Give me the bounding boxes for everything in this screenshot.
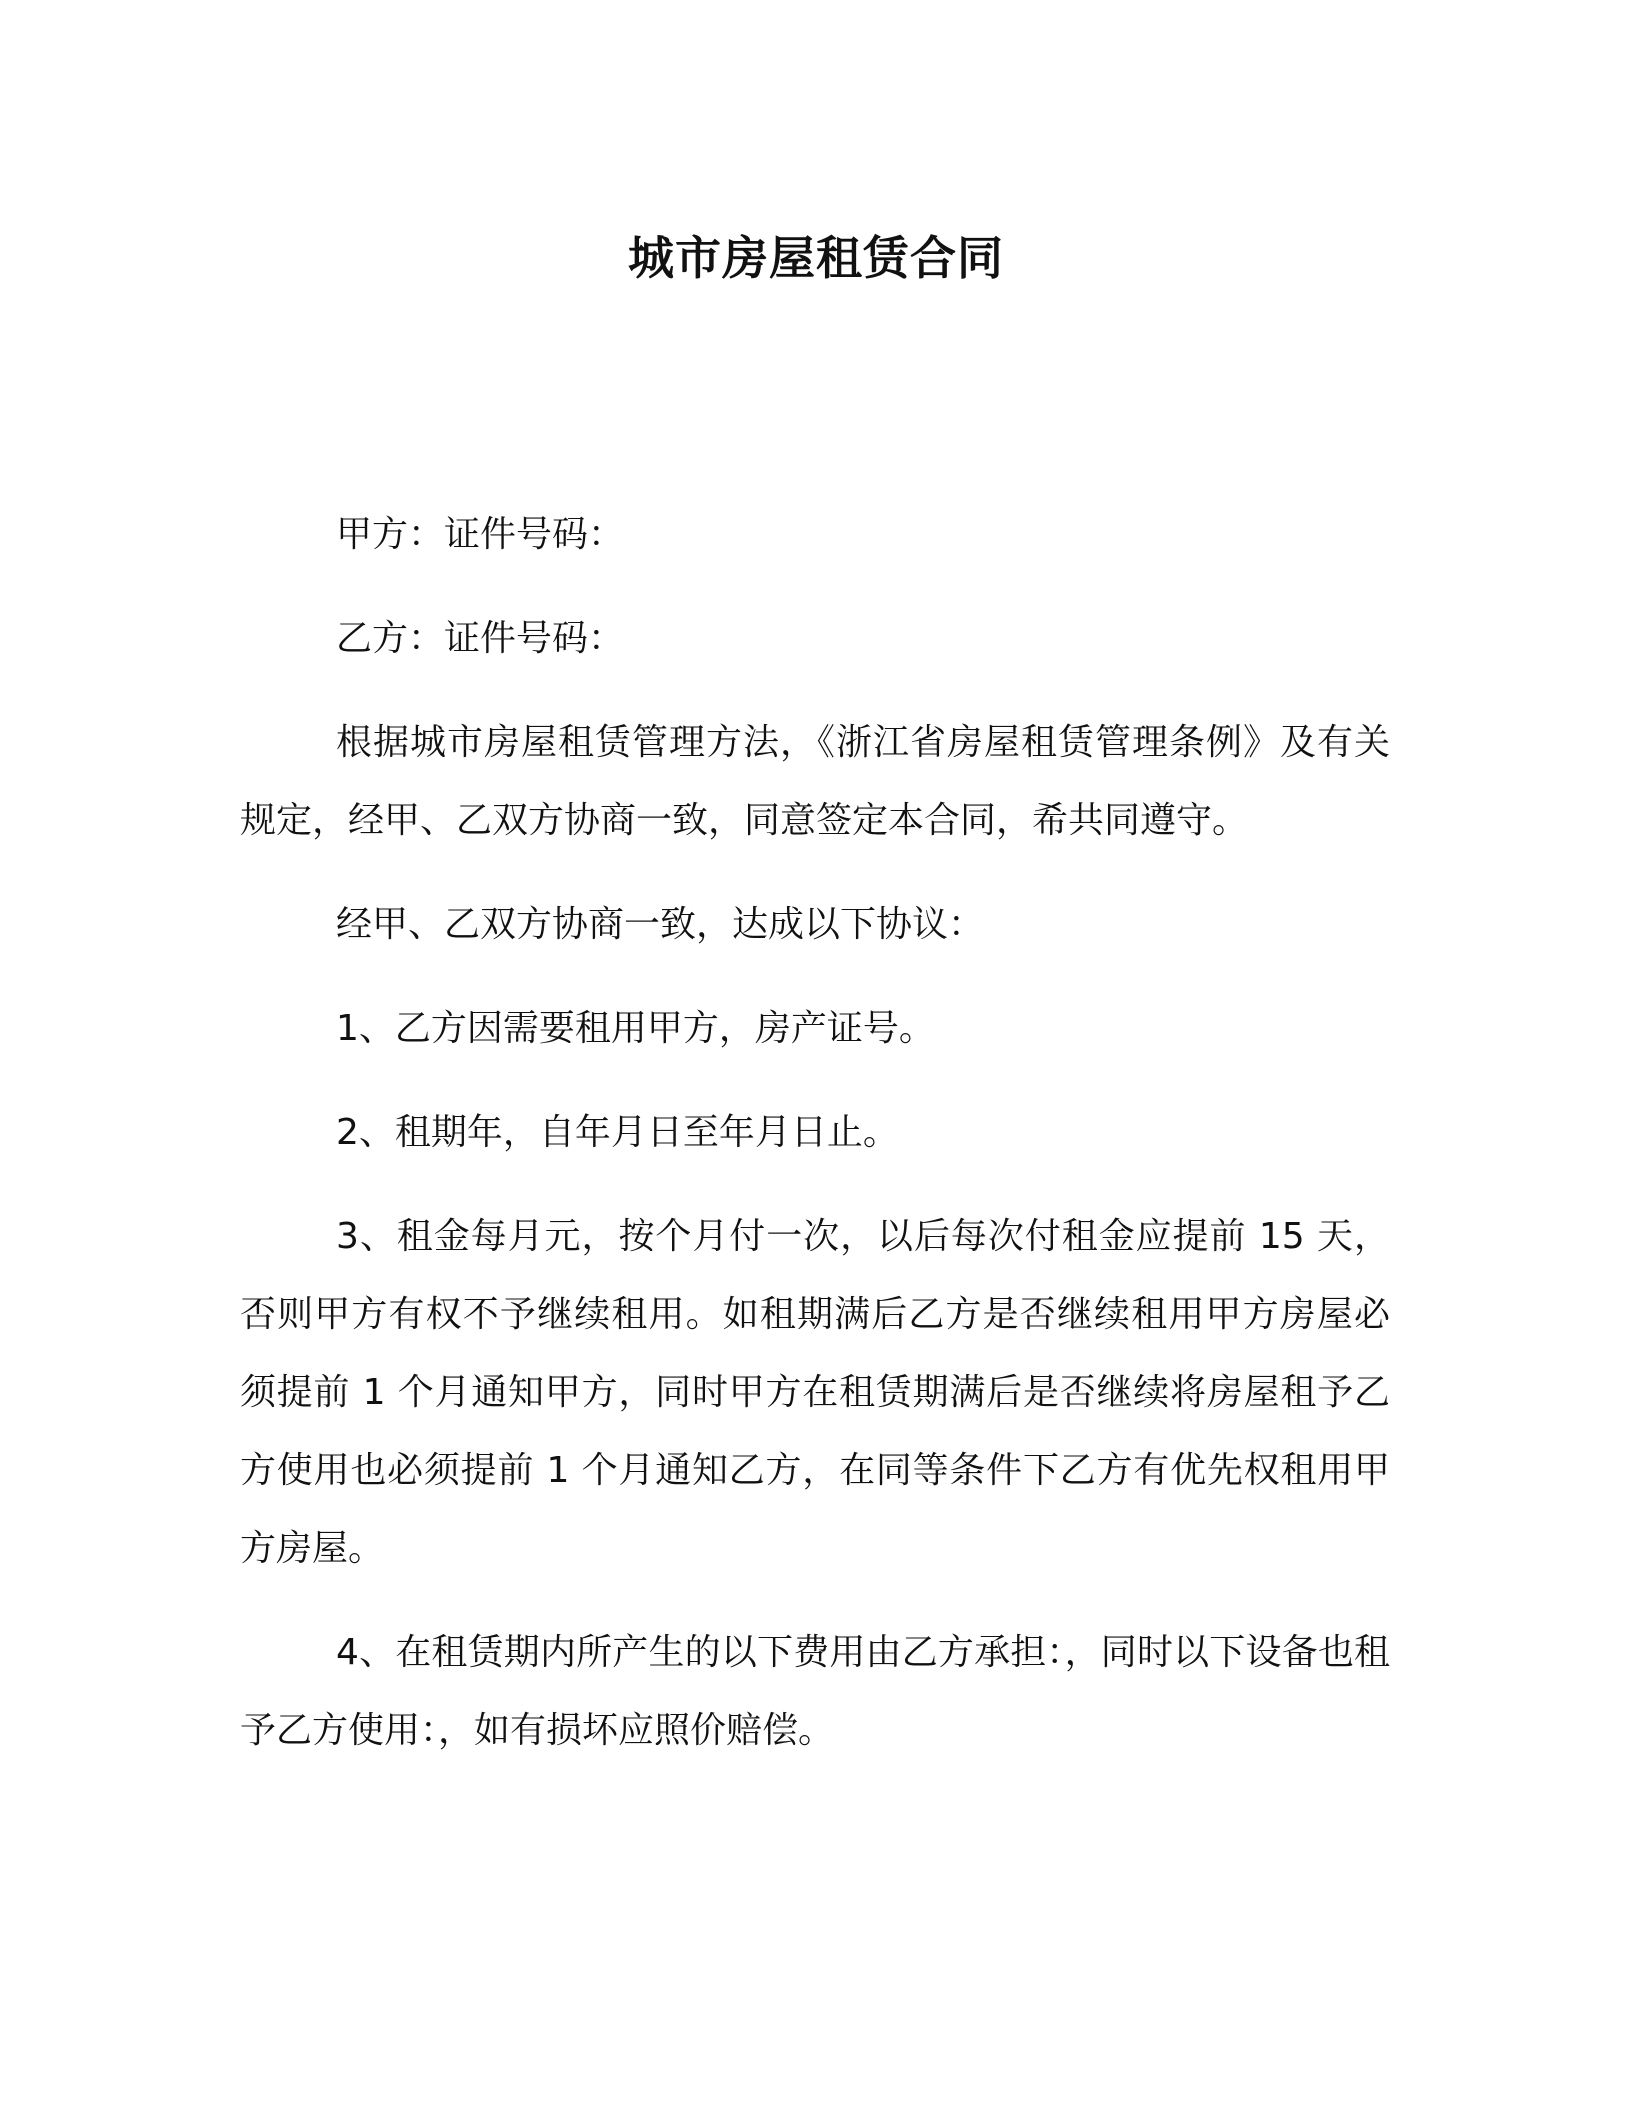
- document-title: 城市房屋租赁合同: [628, 231, 1004, 285]
- preamble-paragraph: 根据城市房屋租赁管理方法，《浙江省房屋租赁管理条例》及有关规定，经甲、乙双方协商一致，同意签定本合同，希共同遵守。: [240, 722, 1390, 841]
- party-b-line: 乙方：证件号码：: [336, 618, 625, 659]
- party-a-line: 甲方：证件号码：: [336, 514, 625, 555]
- clause-3: 3、租金每月元，按个月付一次，以后每次付租金应提前 15 天，否则甲方有权不予继续租用。如租期满后乙方是否继续租用甲方房屋必须提前 1 个月通知甲方，同时甲方在租赁期满后是否继续将房屋租予乙方使用也必须提前 1 个月通知乙方，在同等条件下乙方有优先权租用甲方房屋。: [240, 1216, 1390, 1569]
- agreement-intro: 经甲、乙双方协商一致，达成以下协议：: [336, 904, 985, 945]
- clause-2: 2、租期年，自年月日至年月日止。: [336, 1112, 899, 1153]
- clause-4: 4、在租赁期内所产生的以下费用由乙方承担：，同时以下设备也租予乙方使用：，如有损坏应照价赔偿。: [240, 1632, 1390, 1751]
- clause-1: 1、乙方因需要租用甲方，房产证号。: [336, 1008, 935, 1049]
- document-body: [240, 496, 1390, 1796]
